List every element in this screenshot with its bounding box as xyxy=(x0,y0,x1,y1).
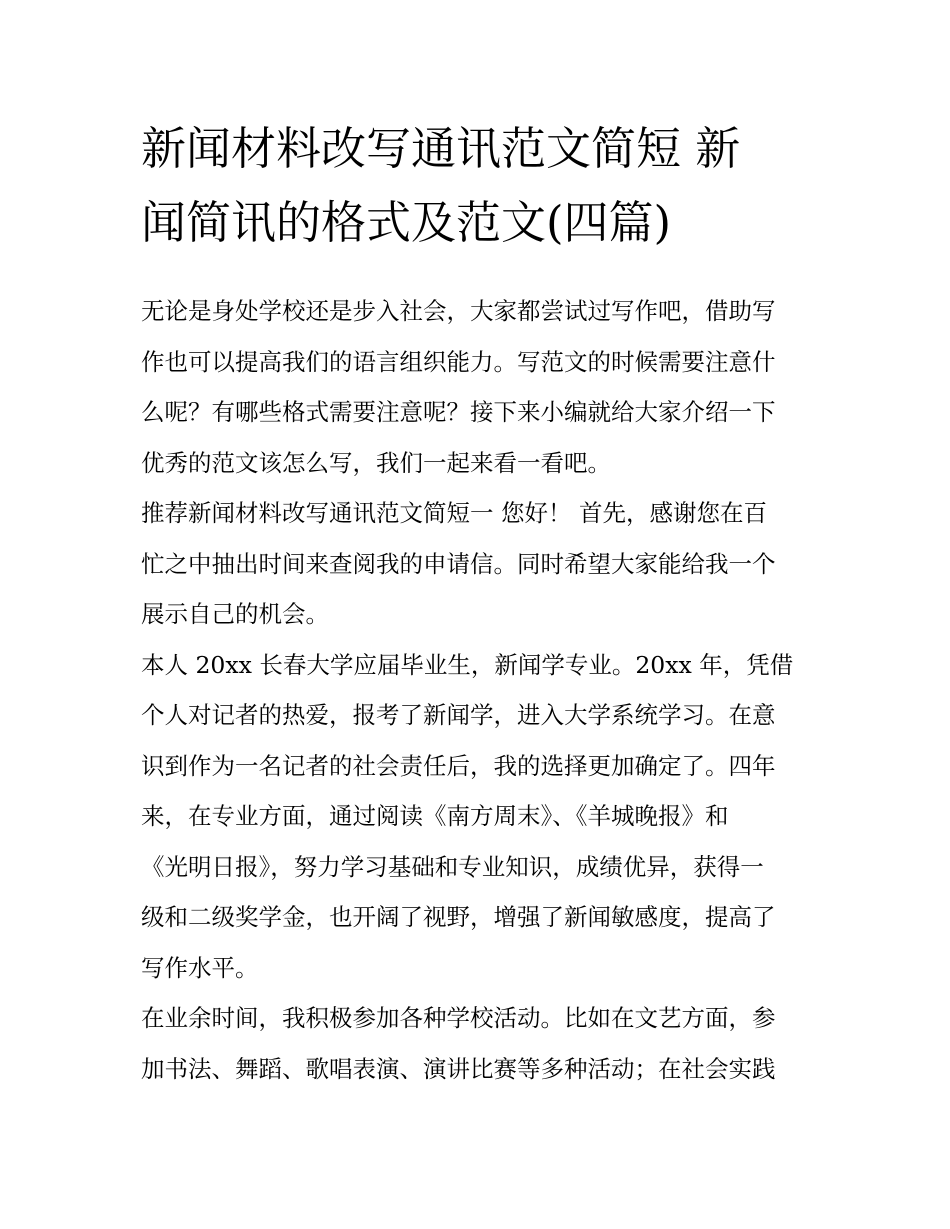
text-line: 《光明日报》，努力学习基础和专业知识，成绩优异，获得一 xyxy=(141,852,764,881)
text-line: 级和二级奖学金，也开阔了视野，增强了新闻敏感度，提高了 xyxy=(141,903,776,931)
text-line: 作也可以提高我们的语言组织能力。写范文的时候需要注意什 xyxy=(141,347,776,376)
text-line: 无论是身处学校还是步入社会，大家都尝试过写作吧，借助写 xyxy=(141,297,776,325)
text-line: 么呢？有哪些格式需要注意呢？接下来小编就给大家介绍一下 xyxy=(141,398,776,426)
text-line: 识到作为一名记者的社会责任后，我的选择更加确定了。四年 xyxy=(141,751,776,780)
text-line: 加书法、舞蹈、歌唱表演、演讲比赛等多种活动；在社会实践 xyxy=(141,1054,776,1083)
document-body xyxy=(141,286,813,1094)
text-line: 写作水平。 xyxy=(141,953,259,982)
title-line: 闻简讯的格式及范文(四篇) xyxy=(141,196,672,249)
paragraph-activities xyxy=(141,993,813,1094)
paragraph-background xyxy=(141,640,813,994)
document-content xyxy=(141,112,813,1094)
text-line: 本人 20xx 长春大学应届毕业生，新闻学专业。20xx 年，凭借 xyxy=(141,650,794,679)
text-line: 推荐新闻材料改写通讯范文简短一 您好！ 首先，感谢您在百 xyxy=(141,499,767,527)
text-line: 优秀的范文该怎么写，我们一起来看一看吧。 xyxy=(141,448,611,477)
text-line: 展示自己的机会。 xyxy=(141,600,329,628)
paragraph-intro xyxy=(141,286,813,488)
text-line: 来，在专业方面，通过阅读《南方周末》、《羊城晚报》和 xyxy=(141,802,729,830)
text-line: 个人对记者的热爱，报考了新闻学，进入大学系统学习。在意 xyxy=(141,701,776,729)
document-title xyxy=(141,112,813,260)
text-line: 忙之中抽出时间来查阅我的申请信。同时希望大家能给我一个 xyxy=(141,549,776,578)
title-line: 新闻材料改写通讯范文简短 新 xyxy=(141,122,741,175)
paragraph-greeting xyxy=(141,488,813,640)
text-line: 在业余时间，我积极参加各种学校活动。比如在文艺方面，参 xyxy=(141,1004,776,1032)
